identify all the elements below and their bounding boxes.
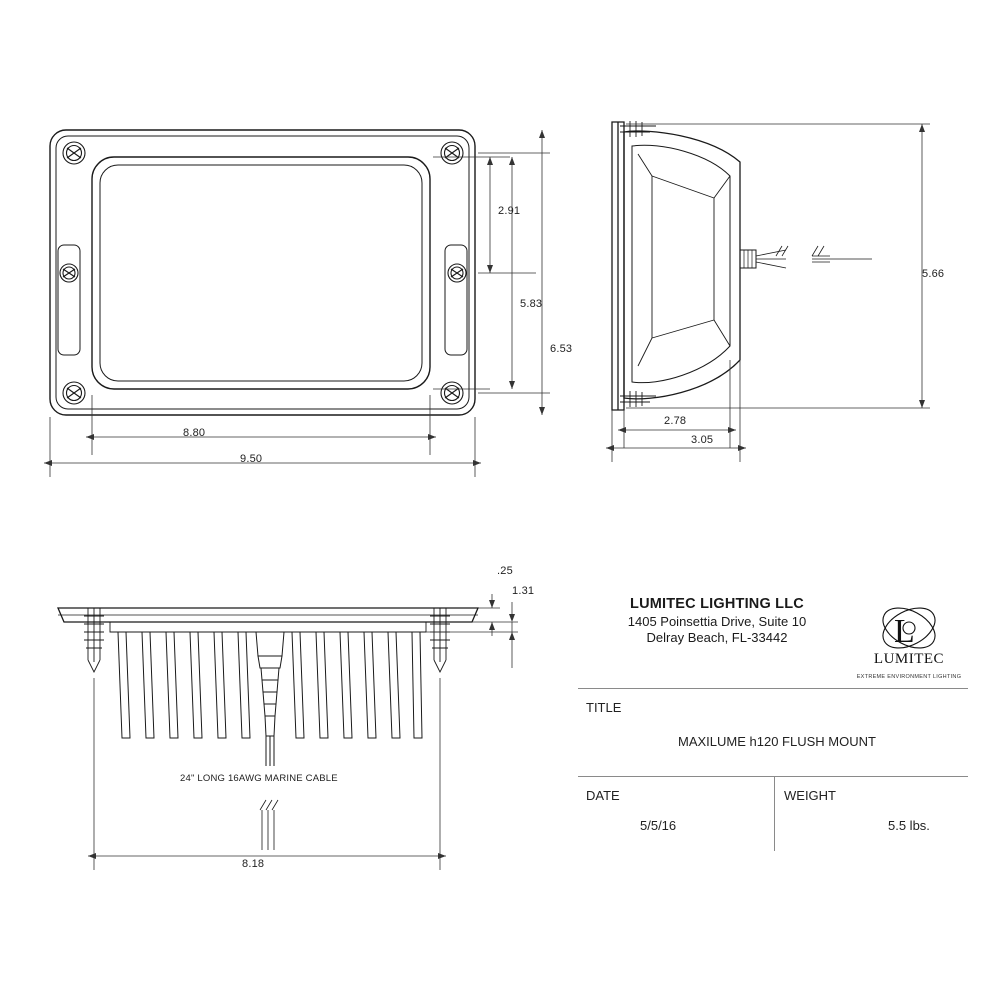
company-address-line2: Delray Beach, FL-33442 [646,629,788,645]
date-field-label: DATE [586,788,620,803]
divider-middle [578,776,968,777]
side-dim-2-78: 2.78 [664,415,687,427]
lumitec-logo [854,598,964,682]
weight-field-value: 5.5 lbs. [888,818,930,833]
weight-field-label: WEIGHT [784,788,836,803]
logo-tagline: EXTREME ENVIRONMENT LIGHTING [856,674,962,680]
side-view-drawing [590,110,970,470]
side-dim-3-05: 3.05 [691,434,714,446]
svg-text:L: L [894,613,915,650]
front-dim-5-83: 5.83 [520,298,543,310]
front-dim-8-80: 8.80 [183,427,206,439]
bottom-dim-0-25: .25 [497,565,513,577]
date-field-value: 5/5/16 [640,818,677,833]
front-dim-2-91: 2.91 [498,205,521,217]
front-dim-6-53: 6.53 [550,343,573,355]
logo-wordmark: LUMITEC [873,651,945,667]
bottom-dim-1-31: 1.31 [512,585,535,597]
front-dim-9-50: 9.50 [240,453,263,465]
company-name: LUMITEC LIGHTING LLC [630,596,804,612]
company-info [578,596,856,645]
title-field-label: TITLE [586,700,622,715]
bottom-view-drawing [30,588,550,918]
title-block [578,596,968,851]
divider-vertical [774,776,775,851]
side-dim-5-66: 5.66 [922,268,945,280]
front-view-drawing [20,105,560,605]
bottom-dim-8-18: 8.18 [242,858,265,870]
company-address-line1: 1405 Poinsettia Drive, Suite 10 [627,613,807,629]
cable-note: 24" LONG 16AWG MARINE CABLE [180,773,338,784]
title-field-value: MAXILUME h120 FLUSH MOUNT [678,734,876,749]
divider-top [578,688,968,689]
